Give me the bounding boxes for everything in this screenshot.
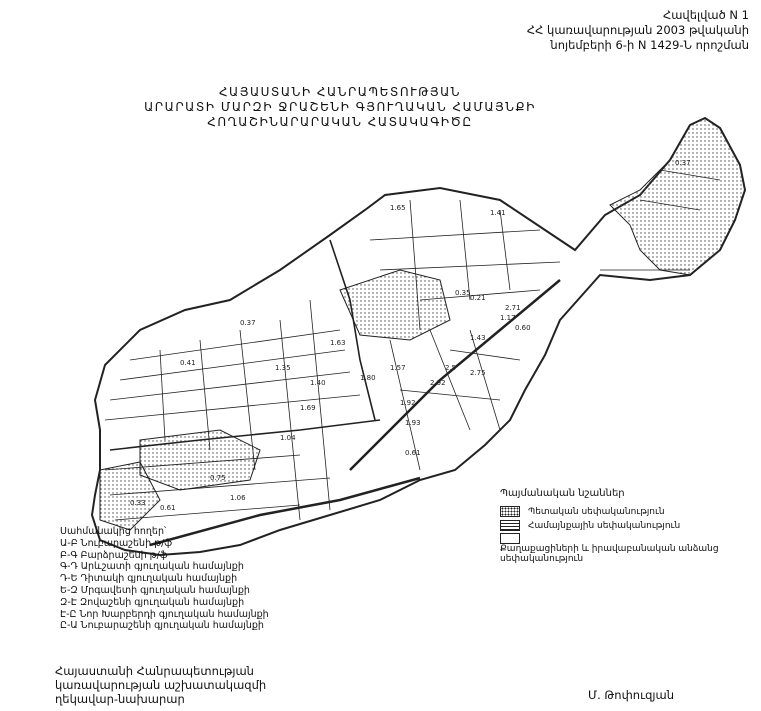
hatched-swatch-icon — [500, 520, 520, 531]
legend-item-private: Քաղաքացիների և իրավաբանական անձանց սեփականություն — [500, 533, 761, 564]
border-item: Զ-Է Զովաշենի գյուղական համայնքի — [60, 596, 245, 608]
footer-line-3: ղեկավար-նախարար — [55, 692, 185, 706]
border-item: Ա-Բ Նուբարաշենի թ/ֆ — [60, 537, 172, 549]
footer-line-1: Հայաստանի Հանրապետության — [55, 664, 254, 678]
legend-item-state: Պետական սեփականություն — [500, 506, 665, 517]
footer-line-2: կառավարության աշխատակազմի — [55, 678, 267, 692]
parcel-area-label: 0.37 — [240, 319, 256, 327]
title-line-3: ՀՈՂԱՇԻՆԱՐԱՐԱԿԱՆ ՀԱՏԱԿԱԳԻԾԸ — [207, 115, 473, 129]
bordering-lands-list — [60, 526, 269, 632]
parcel-area-label: 0.37 — [675, 159, 691, 167]
parcel-area-label: 1.04 — [280, 434, 296, 442]
state-property-area-south — [140, 430, 260, 490]
appendix-line-2: ՀՀ կառավարության 2003 թվականի — [526, 23, 749, 37]
legend-item-community: Համայնքային սեփականություն — [500, 520, 680, 531]
borders-title: Սահմանակից հողեր՝ — [60, 526, 167, 537]
parcel-area-label: 1.43 — [470, 334, 486, 342]
state-property-area-north — [610, 118, 745, 275]
dotted-swatch-icon — [500, 506, 520, 517]
legend-title: Պայմանական նշաններ — [500, 488, 625, 499]
parcel-area-label: 2.75 — [470, 369, 486, 377]
border-item: Բ-Գ Բարձրաշենի թ/ֆ — [60, 549, 168, 561]
border-item: Ը-Ա Նուբարաշենի գյուղական համայնքի — [60, 620, 264, 632]
parcel-area-label: 1.80 — [360, 374, 376, 382]
parcel-area-label: 0.41 — [180, 359, 196, 367]
parcel-area-label: 2.71 — [505, 304, 521, 312]
signature: Մ. Թոփուզյան — [588, 688, 674, 702]
parcel-area-label: 1.41 — [490, 209, 506, 217]
parcel-area-label: 1.57 — [390, 364, 406, 372]
parcel-area-label: 0.21 — [470, 294, 486, 302]
border-item: Գ-Դ Արևշատի գյուղական համայնքի — [60, 561, 244, 573]
parcel-area-label: 1.69 — [300, 404, 316, 412]
appendix-line-3: նոյեմբերի 6-ի N 1429-Ն որոշման — [550, 38, 749, 52]
title-line-1: ՀԱՅԱՍՏԱՆԻ ՀԱՆՐԱՊԵՏՈՒԹՅԱՆ — [218, 85, 462, 99]
parcel-area-label: 0.33 — [130, 499, 146, 507]
parcel-area-label: 1.92 — [400, 399, 416, 407]
parcel-area-label: 2.5 — [445, 364, 457, 372]
border-item: Է-Ը Նոր Խարբերդի գյուղական համայնքի — [60, 608, 269, 620]
parcel-area-label: 0.35 — [455, 289, 471, 297]
parcel-area-label: 1.93 — [405, 419, 421, 427]
parcel-area-label: 0.61 — [405, 449, 421, 457]
parcel-area-label: 1.35 — [275, 364, 291, 372]
parcel-area-label: 1.63 — [330, 339, 346, 347]
parcel-area-label: 1.06 — [230, 494, 246, 502]
parcel-area-label: 0.75 — [210, 474, 226, 482]
blank-swatch-icon — [500, 533, 520, 544]
parcel-area-label: 2.92 — [430, 379, 446, 387]
appendix-line-1: Հավելված N 1 — [662, 8, 749, 22]
parcel-area-label: 1.17 — [500, 314, 516, 322]
parcel-area-label: 1.40 — [310, 379, 326, 387]
border-item: Ե-Զ Մրգավետի գյուղական համայնքի — [60, 584, 250, 596]
footer-official-title — [55, 664, 266, 706]
border-item: Դ-Ե Դիտակի գյուղական համայնքի — [60, 573, 238, 585]
title-line-2: ԱՐԱՐԱՏԻ ՄԱՐԶԻ ՋՐԱՇԵՆԻ ԳՅՈՒՂԱԿԱՆ ՀԱՄԱՅՆՔԻ — [144, 100, 536, 114]
parcel-area-label: 0.61 — [160, 504, 176, 512]
parcel-area-label: 1.65 — [390, 204, 406, 212]
state-property-area-center — [340, 270, 450, 340]
parcel-area-label: 0.60 — [515, 324, 531, 332]
